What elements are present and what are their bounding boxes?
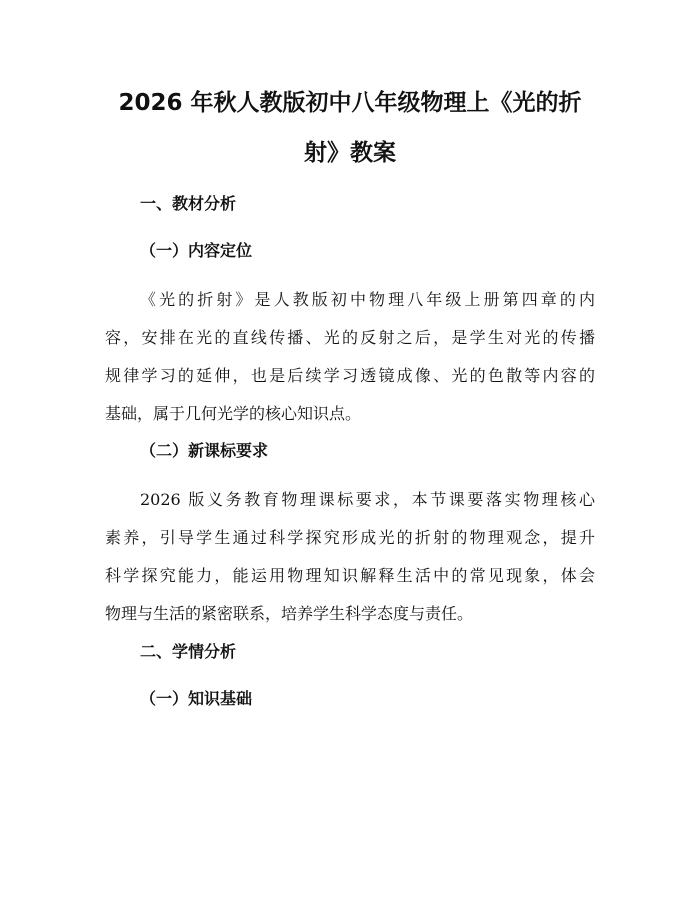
document-title-line-2: 射》教案	[304, 140, 396, 166]
paragraph-line: 物理与生活的紧密联系，培养学生科学态度与责任。	[105, 604, 474, 623]
section-heading-textbook-analysis: 一、教材分析	[140, 194, 237, 213]
paragraph-line: 素养，引导学生通过科学探究形成光的折射的物理观念，提升	[105, 528, 595, 547]
paragraph-line: 《光的折射》是人教版初中物理八年级上册第四章的内	[140, 290, 595, 309]
subsection-heading-content-positioning: （一）内容定位	[140, 241, 253, 260]
subsection-heading-knowledge-foundation: （一）知识基础	[140, 689, 253, 708]
paragraph-curriculum-requirements	[105, 481, 595, 633]
paragraph-line: 科学探究能力，能运用物理知识解释生活中的常见现象，体会	[105, 566, 595, 585]
subsection-heading-curriculum-requirements: （二）新课标要求	[140, 441, 269, 460]
paragraph-line: 容，安排在光的直线传播、光的反射之后，是学生对光的传播	[105, 328, 595, 347]
paragraph-line: 基础，属于几何光学的核心知识点。	[105, 404, 362, 423]
paragraph-content-positioning	[105, 281, 595, 433]
paragraph-line: 2026 版义务教育物理课标要求，本节课要落实物理核心	[140, 490, 595, 509]
section-heading-learner-analysis: 二、学情分析	[140, 642, 237, 661]
document-title-line-1: 2026 年秋人教版初中八年级物理上《光的折	[118, 90, 582, 116]
paragraph-line: 规律学习的延伸，也是后续学习透镜成像、光的色散等内容的	[105, 366, 595, 385]
